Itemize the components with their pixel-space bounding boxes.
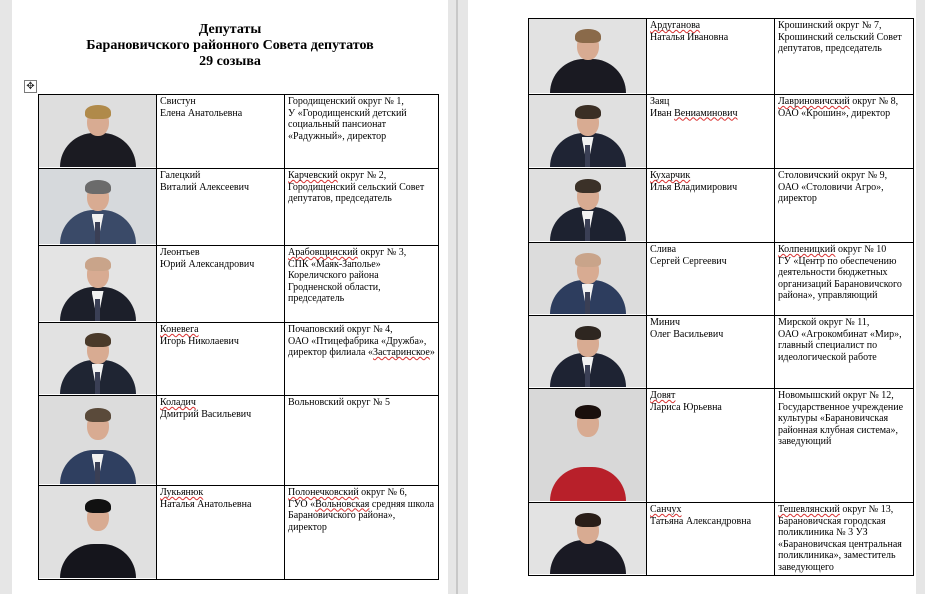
deputy-portrait[interactable] [39,486,156,578]
title-line-3: 29 созыва [199,54,261,69]
deputy-given-name: Игорь Николаевич [160,335,239,347]
deputy-row [39,169,439,246]
deputy-surname: Санчух [650,504,682,515]
position-org-name: Вольновская [315,498,370,510]
position-text: ГУ «Центр по обеспечению деятельности бюджетных организаций Барановичского района», управляющий [778,255,902,301]
page-gutter [448,0,468,594]
photo-cell [529,169,647,243]
deputy-surname: Свистун [160,96,196,107]
photo-cell [39,486,157,580]
photo-cell [529,389,647,503]
position-text-end: » [429,347,435,358]
portrait-body [550,59,626,93]
portrait-hair [85,180,111,194]
district-name: Карчевский [288,170,338,181]
portrait-hair [575,29,601,43]
photo-cell [39,95,157,169]
table-move-handle-icon[interactable]: ✥ [24,80,37,93]
portrait-hair [85,105,111,119]
district-number: округ № 3, [357,247,407,258]
position-org-name: Застаринское [372,347,430,358]
deputy-surname: Минич [650,317,680,328]
deputy-surname: Кухарчик [650,170,691,181]
deputy-portrait[interactable] [529,243,646,314]
deputy-row [529,316,914,389]
district-cell [775,169,914,243]
deputy-given-name: Татьяна Александровна [650,515,752,527]
portrait-tie [585,145,590,167]
district-cell [775,95,914,169]
position-text: Барановичская городская поликлиника № 3 УЗ «Барановичская центральная поликлиника», заместитель заведующего [778,515,902,573]
portrait-tie [585,365,590,387]
portrait-tie [585,219,590,241]
portrait-body [550,540,626,574]
deputy-portrait[interactable] [39,396,156,484]
portrait-tie [95,299,100,321]
district-name: Мирской округ № 11, [778,317,870,328]
portrait-hair [575,405,601,419]
deputy-given-name: Олег Васильевич [650,328,724,340]
name-cell [647,19,775,95]
name-cell [647,95,775,169]
district-cell [285,323,439,396]
deputy-given-name: Иван [650,107,675,119]
portrait-hair [575,105,601,119]
position-text-end: средняя школа Барановичского района», директор [288,498,435,533]
position-text: Крошинский сельский Совет депутатов, председатель [778,31,902,54]
portrait-hair [85,408,111,422]
photo-cell [529,95,647,169]
deputy-surname: Лукьянюк [160,487,204,498]
district-name: Новомышский округ № 12, [778,390,894,401]
deputy-portrait[interactable] [39,169,156,244]
name-cell [647,243,775,316]
document-page-right [468,0,916,594]
deputy-given-name: Дмитрий Васильевич [160,408,252,420]
name-cell [157,486,285,580]
portrait-tie [95,222,100,244]
deputy-surname: Коневега [160,324,199,335]
portrait-tie [585,292,590,314]
deputy-portrait[interactable] [529,19,646,93]
name-cell [647,389,775,503]
deputy-surname: Леонтьев [160,247,200,258]
deputy-portrait[interactable] [529,389,646,501]
photo-cell [529,316,647,389]
district-name: Колпеницкий [778,244,836,255]
position-text: ОАО «Агрокомбинат «Мир», главный специалист по идеологической работе [778,328,902,363]
portrait-hair [85,333,111,347]
district-name: Тешевлянский [778,504,840,515]
photo-cell [39,169,157,246]
portrait-tie [95,372,100,394]
photo-cell [39,246,157,323]
district-name: Вольновский округ № 5 [288,397,390,408]
deputy-row [529,243,914,316]
deputy-portrait[interactable] [39,246,156,321]
deputy-row [39,486,439,580]
district-number: округ № 2, [337,170,387,181]
district-cell [775,316,914,389]
district-name: Почаповский округ № 4, [288,324,393,335]
document-title [12,22,448,70]
deputy-portrait[interactable] [39,95,156,167]
portrait-tie [95,462,100,484]
name-cell [157,323,285,396]
deputy-surname: Довят [650,390,676,401]
district-name: Арабовщинский [288,247,358,258]
deputy-row [529,95,914,169]
title-line-2: Барановичского районного Совета депутатов [86,38,374,53]
deputy-row [529,503,914,576]
deputy-row [39,396,439,486]
district-cell [285,169,439,246]
position-text: Государственное учреждение культуры «Барановичская районная клубная система», заведующий [778,401,904,447]
portrait-body [60,133,136,167]
portrait-hair [85,499,111,513]
portrait-hair [575,179,601,193]
portrait-body [550,467,626,501]
district-cell [285,486,439,580]
position-text: ОАО «Птицефабрика «Дружба», директор филиала « [288,335,427,358]
deputies-table-page-1 [38,94,439,580]
district-name: Крошинский округ № 7, [778,20,882,31]
portrait-hair [575,253,601,267]
name-cell [157,246,285,323]
document-page-left [12,0,448,594]
deputy-patronymic: Вениаминович [674,107,738,119]
page-separator [456,0,458,594]
district-number: округ № 10 [835,244,887,255]
photo-cell [529,503,647,576]
position-text: СПК «Маяк-Заполье» Кореличского района Гродненской области, председатель [288,258,381,304]
deputies-table-page-2 [528,18,914,576]
photo-cell [529,243,647,316]
district-cell [285,246,439,323]
portrait-hair [575,326,601,340]
deputy-given-name: Сергей Сергеевич [650,255,727,267]
position-text: ГУО « [288,498,316,510]
deputy-given-name: Лариса Юрьевна [650,401,722,413]
deputy-surname: Коладич [160,397,196,408]
deputy-row [529,169,914,243]
name-cell [157,95,285,169]
district-cell [775,503,914,576]
portrait-body [60,544,136,578]
deputy-portrait[interactable] [529,95,646,167]
district-cell [285,396,439,486]
name-cell [647,169,775,243]
district-cell [775,243,914,316]
deputy-portrait[interactable] [529,169,646,241]
deputy-surname: Заяц [650,96,670,107]
name-cell [157,169,285,246]
deputy-given-name: Наталья Анатольевна [160,498,252,510]
deputy-surname: Слива [650,244,677,255]
portrait-hair [575,513,601,527]
district-number: округ № 13, [839,504,894,515]
deputy-row [529,389,914,503]
position-text: Городищенский сельский Совет депутатов, председатель [288,181,425,204]
deputy-row [529,19,914,95]
deputy-surname: Ардуганова [650,20,701,31]
district-number: округ № 6, [358,487,408,498]
district-name: Городищенский округ № 1, [288,96,404,107]
district-name: Столовичский округ № 9, [778,170,888,181]
name-cell [647,316,775,389]
position-text: ОАО «Столовичи Агро», директор [778,181,884,204]
photo-cell [529,19,647,95]
deputy-given-name: Виталий Алексеевич [160,181,250,193]
district-number: округ № 8, [849,96,899,107]
name-cell [647,503,775,576]
photo-cell [39,323,157,396]
deputy-given-name: Илья Владимирович [650,181,738,193]
name-cell [157,396,285,486]
district-name: Лавриновичский [778,96,850,107]
deputy-row [39,323,439,396]
deputy-portrait[interactable] [39,323,156,394]
deputy-given-name: Наталья Ивановна [650,31,729,43]
deputy-surname: Галецкий [160,170,201,181]
photo-cell [39,396,157,486]
deputy-row [39,246,439,323]
district-name: Полонечковский [288,487,359,498]
district-cell [775,389,914,503]
district-cell [285,95,439,169]
position-text: У «Городищенский детский социальный пансионат «Радужный», директор [288,107,407,142]
deputy-portrait[interactable] [529,503,646,574]
title-line-1: Депутаты [198,22,262,37]
deputy-given-name: Юрий Александрович [160,258,255,270]
portrait-hair [85,257,111,271]
position-text: ОАО «Крошин», директор [778,107,891,119]
deputy-given-name: Елена Анатольевна [160,107,243,119]
deputy-portrait[interactable] [529,316,646,387]
deputy-row [39,95,439,169]
district-cell [775,19,914,95]
